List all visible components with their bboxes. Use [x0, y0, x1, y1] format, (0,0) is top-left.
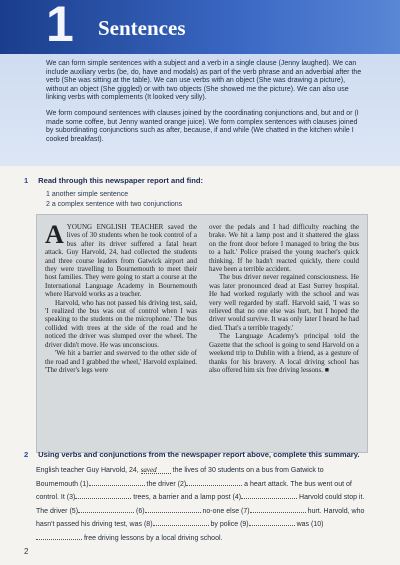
- article-paragraph: 'We hit a barrier and swerved to the other side of the road and I grabbed the wheel,' Harvold explained. 'The driver's legs were: [45, 349, 197, 374]
- gap-2[interactable]: [186, 477, 242, 486]
- article-paragraph: AYOUNG ENGLISH TEACHER saved the lives of 30 students when he took control of a bus after its driver suffered a fatal heart attack. Guy Harvold, 24, had collected the students and three course leaders from Gatwick airport and they were travelling to Bournemouth to meet their host families. They were going to start a course at the International Language Academy in Bournemouth where Harvold works as a teacher.: [45, 220, 197, 299]
- intro-paragraph-compound: We form compound sentences with clauses joined by the coordinating conjunctions and, but and or (I made some coffee, but Jenny wanted orange juice). We form complex sentences with clauses joined by subordinating conjunctions such as after, because, if and while (We chatted in the kitchen while I cooked breakfast).: [46, 110, 359, 143]
- exercise-1-item: 2 a complex sentence with two conjunctions: [46, 201, 183, 208]
- exercise-2-number: 2: [24, 450, 29, 459]
- article-paragraph: The Language Academy's principal told the Gazette that the school is going to send Harvold on a weekend trip to Dublin with a friend, as a gesture of thanks for his bravery. A local driving school has also offered him six free driving lessons. ■: [209, 332, 359, 374]
- gap-4[interactable]: [241, 490, 297, 499]
- article-paragraph: Harvold, who has not passed his driving test, said, 'I realized the bus was out of control when I was speaking to the students on the microphone.' The bus collided with trees at the side of the road and he noticed the driver was slumped over the wheel. The driver didn't move. He was unconscious.: [45, 298, 197, 349]
- grammar-intro-box: [0, 54, 400, 166]
- article-paragraph: over the pedals and I had difficulty reaching the brake. We hit a lamp post and it shattered the glass on the front door before I managed to bring the bus to a halt.' Police praised the young teacher's quick thinking. If he hadn't reacted quickly, there could have been a terrible accident.: [209, 223, 359, 274]
- exercise-1-heading: [24, 176, 203, 185]
- gap-example[interactable]: [141, 465, 171, 474]
- newspaper-report: [36, 214, 368, 453]
- gap-6[interactable]: [145, 504, 201, 513]
- gap-8[interactable]: [153, 517, 209, 526]
- article-column-right: [209, 223, 359, 374]
- unit-number: 1: [46, 0, 74, 52]
- gap-3[interactable]: [75, 490, 131, 499]
- gap-7[interactable]: [250, 504, 306, 513]
- article-paragraph: The bus driver never regained consciousness. He was later pronounced dead at East Surrey hospital. He had worked regularly with the school and was very well regarded by staff. Harvold said, 'I was so relieved that no one else was hurt, but I hoped the driver would survive. It was only later I heard he had died. That's a terrible tragedy.': [209, 273, 359, 332]
- intro-paragraph-simple: We can form simple sentences with a subject and a verb in a single clause (Jenny laughed). We can include auxiliary verbs (be, do, have and modals) as part of the verb phrase and an adverbial after the verb (She was sitting at the table). We can use verbs with an object (She was drawing a picture), without an object (She giggled) or with two objects (She showed me the picture). We can also use linking verbs with complements (It looked very silly).: [46, 60, 362, 102]
- gap-9[interactable]: [249, 517, 295, 526]
- exercise-1-number: 1: [24, 176, 29, 185]
- gap-5[interactable]: [78, 504, 134, 513]
- article-column-left: [45, 220, 197, 374]
- drop-cap: A: [45, 220, 64, 249]
- exercise-2-heading: [24, 450, 360, 459]
- example-answer: saved: [140, 466, 157, 474]
- unit-banner: [0, 0, 400, 54]
- gap-1[interactable]: [89, 477, 145, 486]
- summary-gap-fill: English teacher Guy Harvold, 24, saved the lives of 30 students on a bus from Gatwick to Bournemouth (1) the driver (2) a heart attack. The bus went out of control. It (3) trees, a barrier and a lamp post (4) Harvold could stop it. The driver (5) (6) no-one else (7) hurt. Harvold, who hasn't passed his driving test, was (8) by police (9) was (10) free driving lessons by a local driving school.: [36, 466, 365, 542]
- gap-10[interactable]: [36, 531, 82, 540]
- page-number: 2: [24, 547, 29, 556]
- exercise-1-instruction: Read through this newspaper report and find:: [38, 176, 204, 185]
- exercise-1-item: 1 another simple sentence: [46, 191, 129, 198]
- unit-title: Sentences: [98, 16, 186, 40]
- exercise-2-instruction: Using verbs and conjunctions from the newspaper report above, complete this summary.: [38, 450, 360, 459]
